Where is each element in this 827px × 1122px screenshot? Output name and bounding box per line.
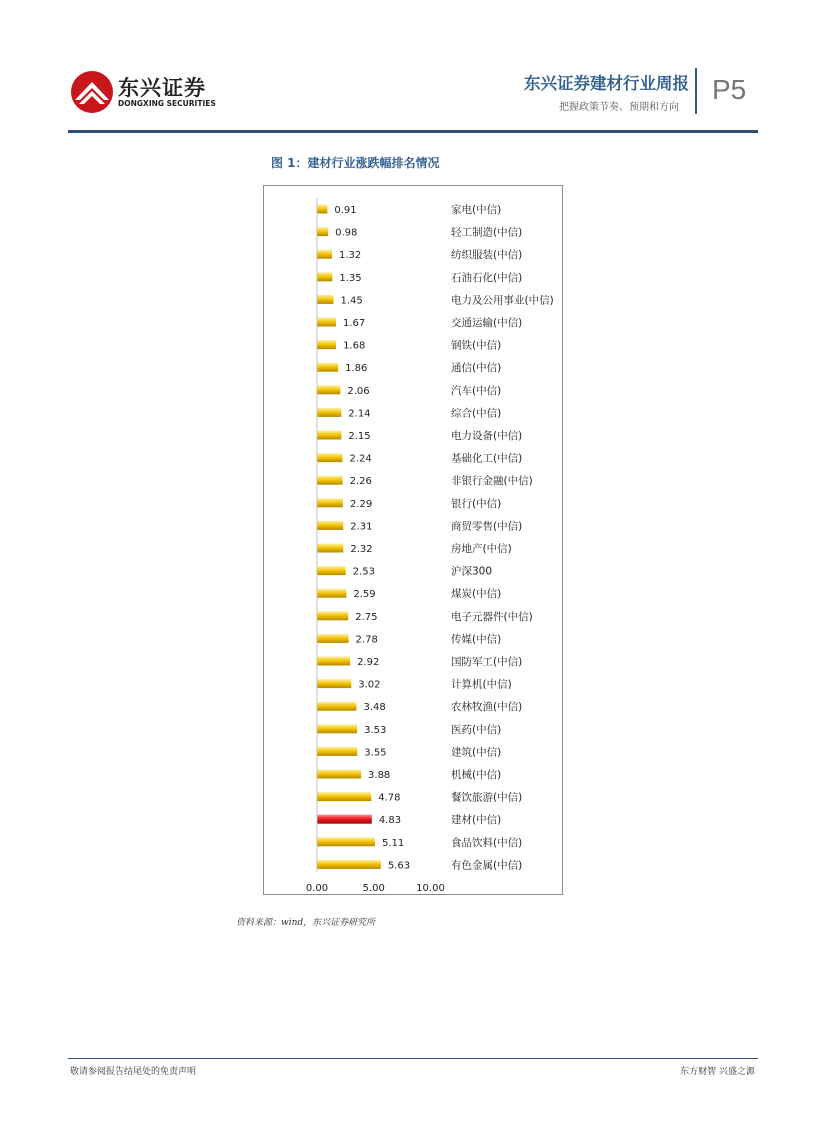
- x-tick-label: 0.00: [305, 883, 329, 894]
- figure-title: 图 1：建材行业涨跌幅排名情况: [271, 156, 440, 170]
- bar: [317, 724, 357, 733]
- bar-value-label: 3.02: [358, 679, 381, 691]
- bar-value-label: 2.59: [353, 589, 376, 601]
- bar: [317, 792, 371, 801]
- bar: [317, 815, 372, 824]
- category-label: 电力设备(中信): [451, 430, 523, 442]
- bar: [317, 566, 346, 575]
- category-label: 食品饮料(中信): [451, 836, 523, 849]
- category-label: 钢铁(中信): [451, 339, 502, 352]
- category-label: 餐饮旅游(中信): [451, 791, 523, 804]
- bar-value-label: 5.11: [381, 837, 405, 849]
- bar: [317, 544, 343, 553]
- bar-value-label: 3.88: [368, 770, 391, 781]
- bar-value-label: 2.06: [347, 385, 370, 397]
- page-number: P5: [712, 74, 747, 105]
- bar: [317, 679, 351, 688]
- category-label: 传媒(中信): [451, 633, 502, 646]
- bar: [317, 589, 346, 598]
- bar-value-label: 2.92: [357, 657, 380, 668]
- header-rule: [68, 130, 758, 133]
- category-label: 银行(中信): [451, 497, 502, 510]
- bar-value-label: 1.35: [339, 272, 362, 284]
- category-label: 国防军工(中信): [451, 656, 523, 668]
- bar: [317, 860, 381, 869]
- bar: [317, 295, 333, 304]
- bar-value-label: 3.53: [364, 724, 387, 736]
- bar-value-label: 2.31: [350, 521, 373, 533]
- bar: [317, 272, 332, 281]
- category-label: 机械(中信): [451, 769, 502, 781]
- bar-value-label: 2.78: [355, 634, 378, 646]
- category-label: 商贸零售(中信): [451, 520, 523, 533]
- category-label: 非银行金融(中信): [451, 475, 533, 488]
- figure-source: 资料来源：wind，东兴证券研究所: [236, 918, 376, 928]
- bar-value-label: 0.98: [335, 227, 358, 239]
- category-label: 农林牧渔(中信): [451, 701, 523, 714]
- x-tick-label: 10.00: [416, 883, 445, 894]
- bar: [317, 747, 357, 756]
- category-label: 煤炭(中信): [451, 588, 502, 601]
- bar: [317, 521, 343, 530]
- bar: [317, 205, 327, 214]
- bar: [317, 227, 328, 236]
- bar: [317, 498, 343, 507]
- bar: [317, 385, 340, 394]
- category-label: 电力及公用事业(中信): [451, 294, 554, 307]
- category-label: 建材(中信): [451, 814, 502, 827]
- bar: [317, 453, 342, 462]
- bar: [317, 340, 336, 349]
- logo-company-name: 东兴证券: [118, 76, 206, 100]
- category-label: 电子元器件(中信): [451, 610, 533, 623]
- category-label: 汽车(中信): [451, 384, 502, 397]
- bar-value-label: 2.29: [349, 498, 373, 510]
- bar-value-label: 2.14: [348, 408, 371, 420]
- bar-value-label: 1.86: [345, 363, 368, 375]
- bar: [317, 363, 338, 372]
- logo-company-english: DONGXING SECURITIES: [118, 99, 216, 108]
- bar-value-label: 4.83: [378, 815, 402, 827]
- bar-value-label: 4.78: [378, 792, 401, 804]
- dongxing-logo-icon: [70, 70, 114, 114]
- bar: [317, 476, 343, 485]
- bar-value-label: 1.32: [338, 250, 362, 262]
- category-label: 家电(中信): [451, 204, 502, 216]
- category-label: 石油石化(中信): [451, 271, 523, 284]
- bar-value-label: 3.55: [364, 747, 387, 759]
- category-label: 纺织服装(中信): [451, 249, 523, 262]
- bar-value-label: 1.45: [340, 295, 363, 307]
- bar-value-label: 0.91: [334, 205, 357, 216]
- bar-value-label: 2.53: [352, 566, 375, 578]
- category-label: 房地产(中信): [451, 543, 512, 555]
- bar: [317, 318, 336, 327]
- bar-value-label: 2.24: [349, 453, 372, 465]
- report-subtitle: 把握政策节奏、预期和方向: [559, 102, 679, 113]
- bar-value-label: 2.75: [355, 611, 378, 623]
- category-label: 通信(中信): [451, 362, 502, 375]
- bar: [317, 837, 375, 846]
- bar: [317, 408, 341, 417]
- footer-rule: [68, 1058, 758, 1059]
- x-tick-label: 5.00: [362, 883, 385, 894]
- category-label: 计算机(中信): [451, 678, 512, 691]
- bar-value-label: 2.15: [348, 431, 371, 442]
- bar-value-label: 1.67: [342, 318, 366, 329]
- category-label: 基础化工(中信): [451, 452, 523, 465]
- bar: [317, 250, 332, 259]
- bar-value-label: 3.48: [363, 702, 386, 714]
- bar-chart: [264, 186, 562, 894]
- footer-slogan: 东方财智 兴盛之源: [680, 1067, 755, 1077]
- bar: [317, 770, 361, 779]
- chart-frame: [263, 185, 563, 895]
- category-label: 医药(中信): [451, 723, 502, 736]
- bar-value-label: 1.68: [343, 340, 366, 352]
- company-logo: [70, 70, 216, 114]
- category-label: 有色金属(中信): [451, 859, 523, 872]
- bar-value-label: 2.26: [349, 476, 372, 488]
- bar-value-label: 2.32: [350, 544, 373, 555]
- bar-value-label: 5.63: [387, 860, 411, 872]
- category-label: 沪深300: [451, 565, 493, 578]
- category-label: 建筑(中信): [451, 746, 502, 759]
- category-label: 轻工制造(中信): [451, 226, 523, 239]
- category-label: 综合(中信): [451, 407, 502, 420]
- footer-disclaimer: 敬请参阅报告结尾处的免责声明: [70, 1067, 197, 1077]
- header-divider: [695, 68, 697, 114]
- bar: [317, 611, 348, 620]
- bar: [317, 431, 341, 440]
- report-title: 东兴证券建材行业周报: [524, 74, 689, 93]
- category-label: 交通运输(中信): [451, 317, 523, 329]
- bar: [317, 634, 349, 643]
- bar: [317, 702, 356, 711]
- bar: [317, 657, 350, 666]
